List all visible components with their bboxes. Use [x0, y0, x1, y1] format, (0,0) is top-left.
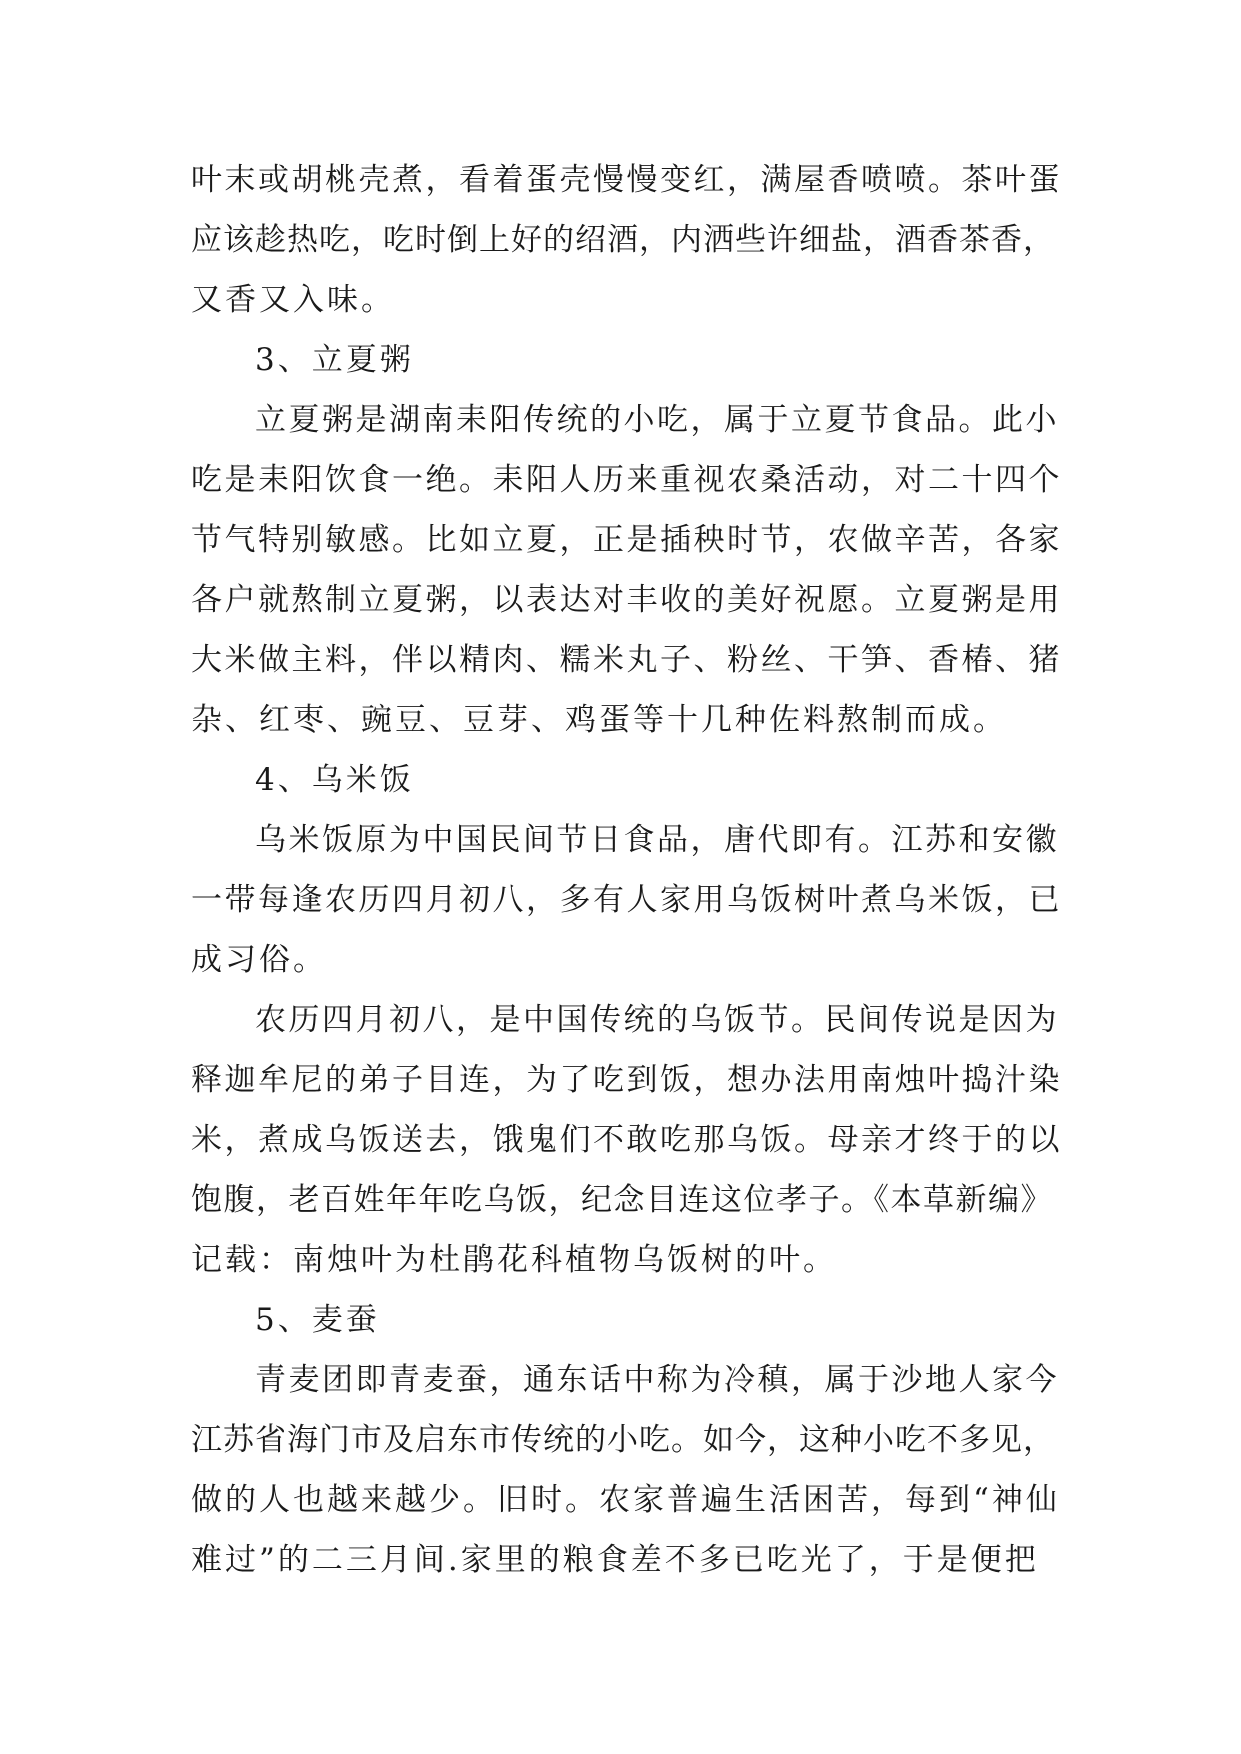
text-line: 乌米饭原为中国民间节日食品，唐代即有。江苏和安徽: [255, 822, 1059, 858]
section-heading: 5、麦蚕: [255, 1302, 380, 1338]
text-line: 米，煮成乌饭送去，饿鬼们不敢吃那乌饭。母亲才终于的以: [191, 1122, 1062, 1158]
text-line: 杂、红枣、豌豆、豆芽、鸡蛋等十几种佐料熬制而成。: [191, 702, 1007, 738]
document-body: [191, 150, 1063, 1590]
text-line: 饱腹，老百姓年年吃乌饭，纪念目连这位孝子。《本草新编》: [191, 1182, 1053, 1218]
text-line: 难过”的二三月间.家里的粮食差不多已吃光了，于是便把: [191, 1542, 1039, 1578]
text-line: 记载：南烛叶为杜鹃花科植物乌饭树的叶。: [191, 1242, 837, 1278]
text-line: 各户就熬制立夏粥，以表达对丰收的美好祝愿。立夏粥是用: [191, 582, 1062, 618]
text-line: 吃是耒阳饮食一绝。耒阳人历来重视农桑活动，对二十四个: [191, 462, 1062, 498]
text-line: 大米做主料，伴以精肉、糯米丸子、粉丝、干笋、香椿、猪: [191, 642, 1062, 678]
text-line: 立夏粥是湖南耒阳传统的小吃，属于立夏节食品。此小: [255, 402, 1059, 438]
text-line: 释迦牟尼的弟子目连，为了吃到饭，想办法用南烛叶捣汁染: [191, 1062, 1062, 1098]
text-line: 成习俗。: [191, 942, 327, 978]
section-heading: 4、乌米饭: [255, 762, 414, 798]
text-line: 节气特别敏感。比如立夏，正是插秧时节，农做辛苦，各家: [191, 522, 1062, 558]
text-line: 又香又入味。: [191, 282, 395, 318]
text-line: 农历四月初八，是中国传统的乌饭节。民间传说是因为: [255, 1002, 1059, 1038]
text-line: 江苏省海门市及启东市传统的小吃。如今，这种小吃不多见，: [191, 1422, 1055, 1458]
text-line: 青麦团即青麦蚕，通东话中称为冷稹，属于沙地人家今: [255, 1362, 1059, 1398]
text-line: 做的人也越来越少。旧时。农家普遍生活困苦，每到“神仙: [191, 1482, 1060, 1518]
text-line: 应该趁热吃，吃时倒上好的绍酒，内洒些许细盐，酒香茶香，: [191, 222, 1055, 258]
text-line: 一带每逢农历四月初八，多有人家用乌饭树叶煮乌米饭，已: [191, 882, 1062, 918]
text-line: 叶末或胡桃壳煮，看着蛋壳慢慢变红，满屋香喷喷。茶叶蛋: [191, 162, 1062, 198]
section-heading: 3、立夏粥: [255, 342, 414, 378]
